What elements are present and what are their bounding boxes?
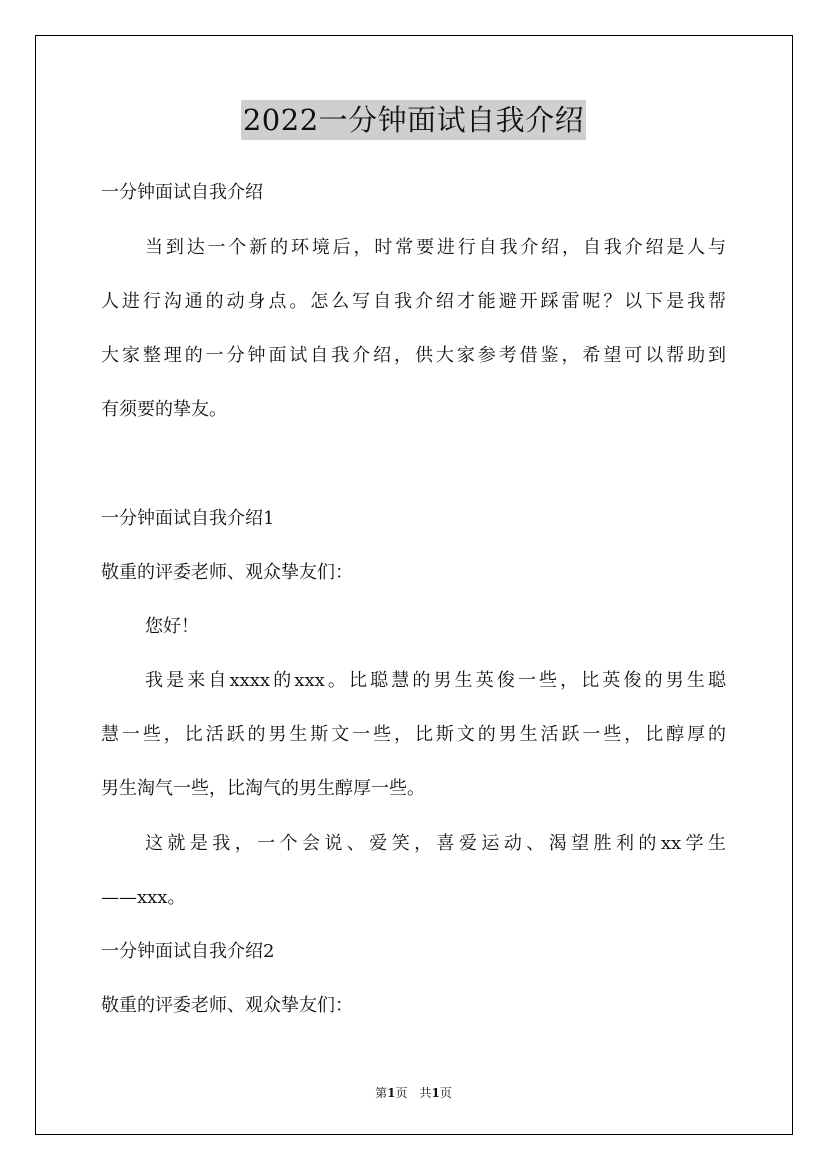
greeting-line: 您好！ [145,616,199,637]
paragraph-line: 慧一些，比活跃的男生斯文一些，比斯文的男生活跃一些，比醇厚的 [101,724,726,745]
footer-prefix: 第 [375,1086,388,1100]
title-container [0,100,827,140]
page-footer [0,1085,827,1101]
footer-page-total: 1 [431,1086,440,1100]
salutation-line: 敬重的评委老师、观众挚友们： [101,995,353,1016]
section-heading: 一分钟面试自我介绍1 [101,508,275,529]
salutation-line: 敬重的评委老师、观众挚友们： [101,562,353,583]
section-heading: 一分钟面试自我介绍2 [101,941,275,962]
paragraph-line: 当到达一个新的环境后，时常要进行自我介绍，自我介绍是人与 [145,237,726,258]
section-heading: 一分钟面试自我介绍 [101,182,263,203]
footer-mid: 页 共 [395,1086,432,1100]
paragraph-line: ——xxx。 [101,887,186,908]
paragraph-line: 有须要的挚友。 [101,399,227,420]
paragraph-line: 大家整理的一分钟面试自我介绍，供大家参考借鉴，希望可以帮助到 [101,345,726,366]
footer-page-number: 1 [387,1086,396,1100]
paragraph-line: 我是来自xxxx的xxx。比聪慧的男生英俊一些，比英俊的男生聪 [145,670,726,691]
paragraph-line: 这就是我，一个会说、爱笑，喜爱运动、渴望胜利的xx学生 [145,833,726,854]
document-title: 2022一分钟面试自我介绍 [241,100,586,140]
paragraph-line: 男生淘气一些，比淘气的男生醇厚一些。 [101,778,425,799]
footer-suffix: 页 [439,1086,452,1100]
paragraph-line: 人进行沟通的动身点。怎么写自我介绍才能避开踩雷呢？以下是我帮 [101,291,726,312]
